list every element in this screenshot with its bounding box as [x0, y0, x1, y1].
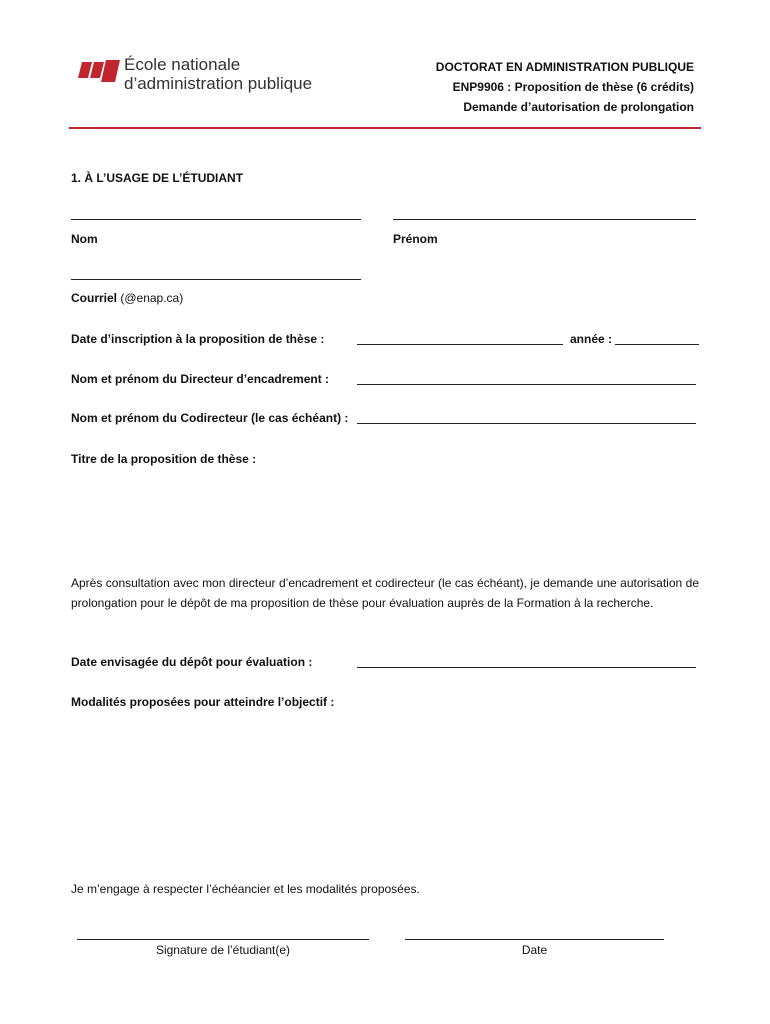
modalites-label: Modalités proposées pour atteindre l’objectif :	[71, 695, 335, 709]
form-title: Demande d’autorisation de prolongation	[463, 100, 694, 114]
titre-field[interactable]	[71, 470, 699, 560]
courriel-hint: (@enap.ca)	[117, 291, 184, 305]
date-inscription-label: Date d’inscription à la proposition de thèse :	[71, 332, 325, 346]
courriel-field[interactable]	[71, 279, 361, 280]
nom-label: Nom	[71, 232, 98, 246]
prenom-field[interactable]	[393, 219, 696, 220]
date-inscription-field[interactable]	[357, 344, 563, 345]
codirecteur-label: Nom et prénom du Codirecteur (le cas échéant) :	[71, 411, 349, 425]
institution-name-line2: d’administration publique	[124, 74, 313, 93]
engagement-statement: Je m’engage à respecter l’échéancier et les modalités proposées.	[71, 882, 420, 896]
header-divider	[69, 127, 701, 129]
date-depot-label: Date envisagée du dépôt pour évaluation :	[71, 655, 313, 669]
courriel-label: Courriel	[71, 291, 118, 305]
course-title: ENP9906 : Proposition de thèse (6 crédits)	[452, 80, 694, 94]
date-signature-field[interactable]	[405, 939, 664, 940]
program-title: DOCTORAT EN ADMINISTRATION PUBLIQUE	[435, 60, 694, 74]
directeur-field[interactable]	[357, 384, 696, 385]
codirecteur-field[interactable]	[357, 423, 696, 424]
student-signature-label: Signature de l’étudiant(e)	[155, 943, 291, 957]
prenom-label: Prénom	[393, 232, 438, 246]
institution-name-line1: École nationale	[124, 55, 241, 74]
courriel-label-row	[71, 291, 183, 305]
student-signature-field[interactable]	[77, 939, 369, 940]
modalites-field[interactable]	[71, 715, 699, 865]
nom-field[interactable]	[71, 219, 361, 220]
request-paragraph: Après consultation avec mon directeur d’encadrement et codirecteur (le cas échéant), je demande une autorisation de prolongation pour le dépôt de ma proposition de thèse pour évaluation auprès de la Formation à la recherche.	[71, 576, 699, 610]
annee-label: année :	[570, 332, 613, 346]
document-header	[436, 57, 694, 117]
directeur-label: Nom et prénom du Directeur d’encadrement :	[71, 372, 330, 386]
date-depot-field[interactable]	[357, 667, 696, 668]
titre-label: Titre de la proposition de thèse :	[71, 452, 257, 466]
institution-name	[124, 55, 312, 93]
date-signature-label: Date	[521, 943, 548, 957]
enap-logo-icon	[78, 58, 120, 82]
annee-field[interactable]	[615, 344, 699, 345]
section-title: 1. À L’USAGE DE L’ÉTUDIANT	[71, 171, 244, 185]
